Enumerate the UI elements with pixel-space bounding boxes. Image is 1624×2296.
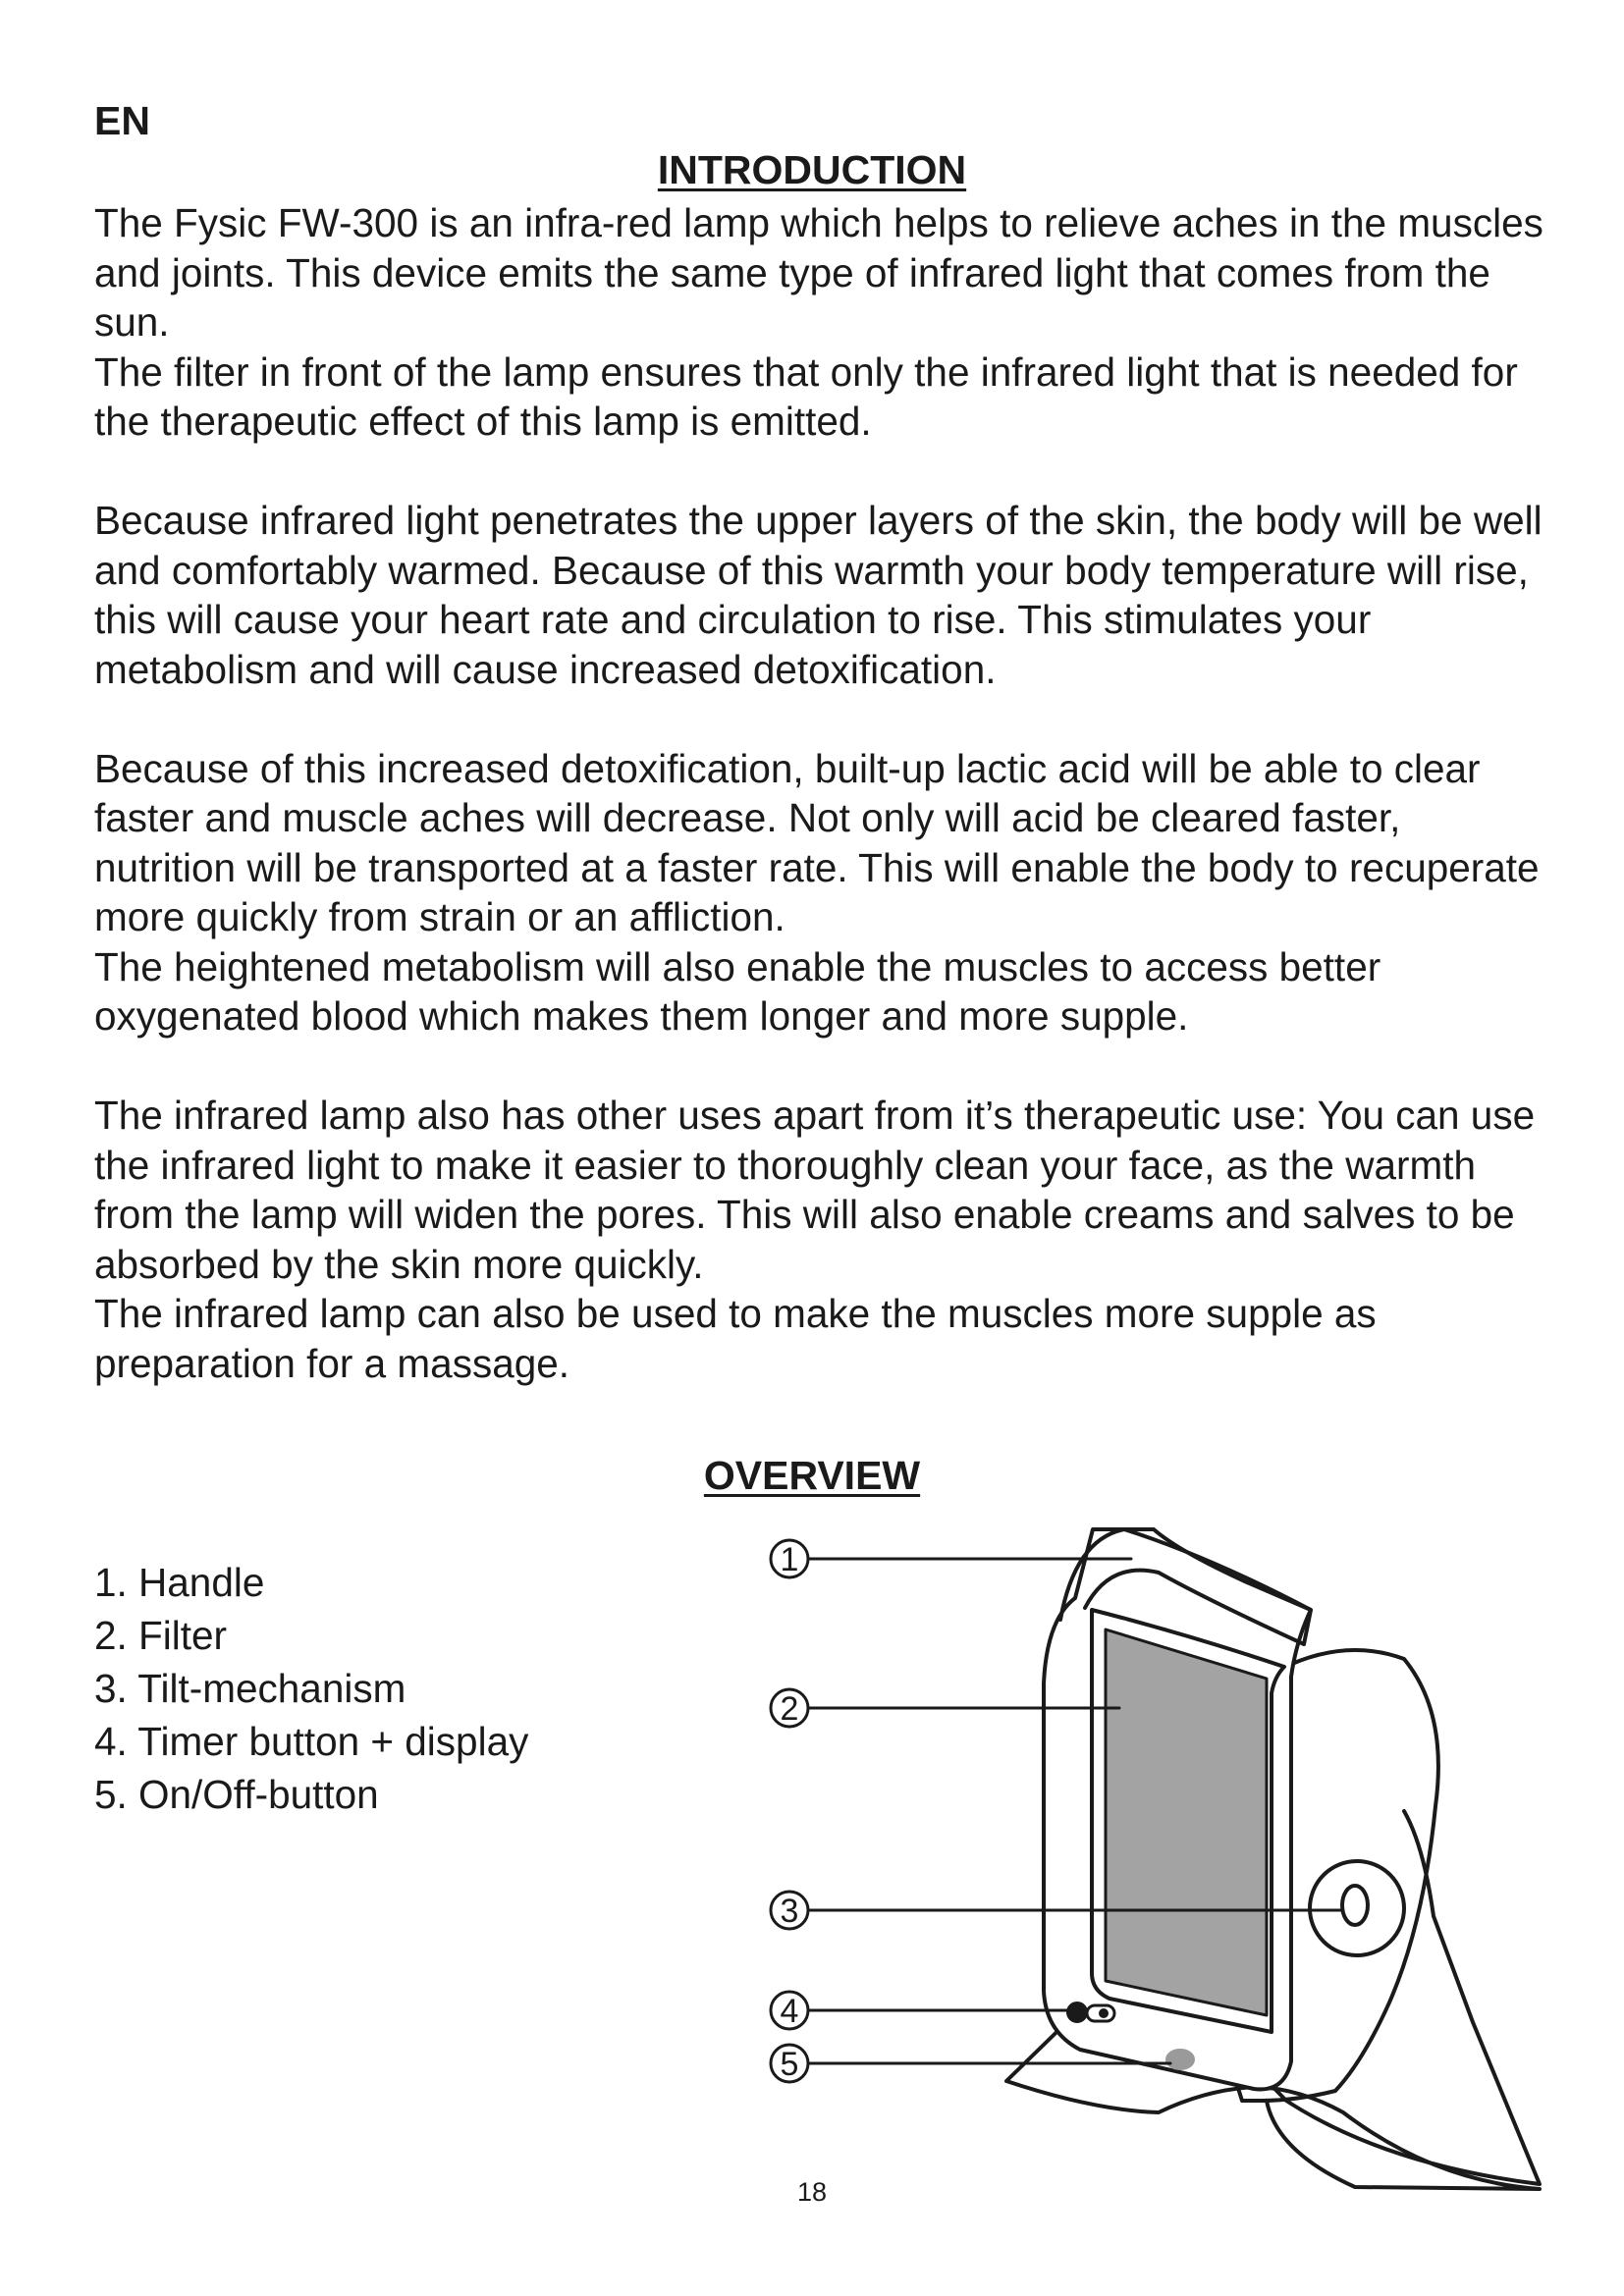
on-off-button <box>1167 2051 1193 2068</box>
language-code: EN <box>94 98 150 143</box>
callout-number: 5 <box>780 2046 799 2083</box>
timer-button <box>1068 2003 1086 2021</box>
filter-panel <box>1106 1629 1267 2015</box>
list-item: 3. Tilt-mechanism <box>94 1666 406 1711</box>
lamp-diagram <box>746 1512 1571 2209</box>
paragraph: The heightened metabolism will also enable the muscles to access better oxygenated blood which makes them longer and more supple. <box>94 943 1381 1039</box>
timer-dot <box>1099 2008 1109 2018</box>
callout-number: 1 <box>780 1541 799 1578</box>
paragraph: The infrared lamp also has other uses apart from it’s therapeutic use: You can use the infrared light to make it easier to thoroughly clean your face, as the warmth from the lamp will widen the pores. This will also enable creams and salves to be absorbed by the skin more quickly. <box>94 1093 1536 1287</box>
introduction-heading: INTRODUCTION <box>657 147 967 192</box>
callout-number: 4 <box>780 1993 799 2030</box>
paragraph: The filter in front of the lamp ensures that only the infrared light that is needed for the therapeutic effect of this lamp is emitted. <box>94 348 1518 444</box>
introduction-body <box>94 198 1547 1438</box>
page-number: 18 <box>796 2177 828 2207</box>
list-item: 4. Timer button + display <box>94 1719 529 1764</box>
overview-heading: OVERVIEW <box>703 1453 921 1498</box>
paragraph: The Fysic FW-300 is an infra-red lamp which helps to relieve aches in the muscles and joints. This device emits the same type of infrared light that comes from the sun. <box>94 200 1543 345</box>
paragraph: Because of this increased detoxification, built-up lactic acid will be able to clear faster and muscle aches will decrease. Not only will acid be cleared faster, nutrition will be transported at a faster rate. This will enable the body to recuperate more quickly from strain or an affliction. <box>94 745 1540 939</box>
paragraph: Because infrared light penetrates the upper layers of the skin, the body will be well and comfortably warmed. Because of this warmth your body temperature will rise, this will cause your heart rate and circulation to rise. This stimulates your metabolism and will cause increased detoxification. <box>94 498 1543 692</box>
parts-list <box>94 1556 528 1821</box>
tilt-knob <box>1310 1861 1404 1955</box>
callout-number: 3 <box>780 1893 799 1930</box>
callout-number: 2 <box>780 1690 799 1728</box>
list-item: 1. Handle <box>94 1560 265 1605</box>
list-item: 5. On/Off-button <box>94 1772 379 1817</box>
list-item: 2. Filter <box>94 1613 228 1658</box>
paragraph: The infrared lamp can also be used to make the muscles more supple as preparation for a massage. <box>94 1291 1377 1386</box>
